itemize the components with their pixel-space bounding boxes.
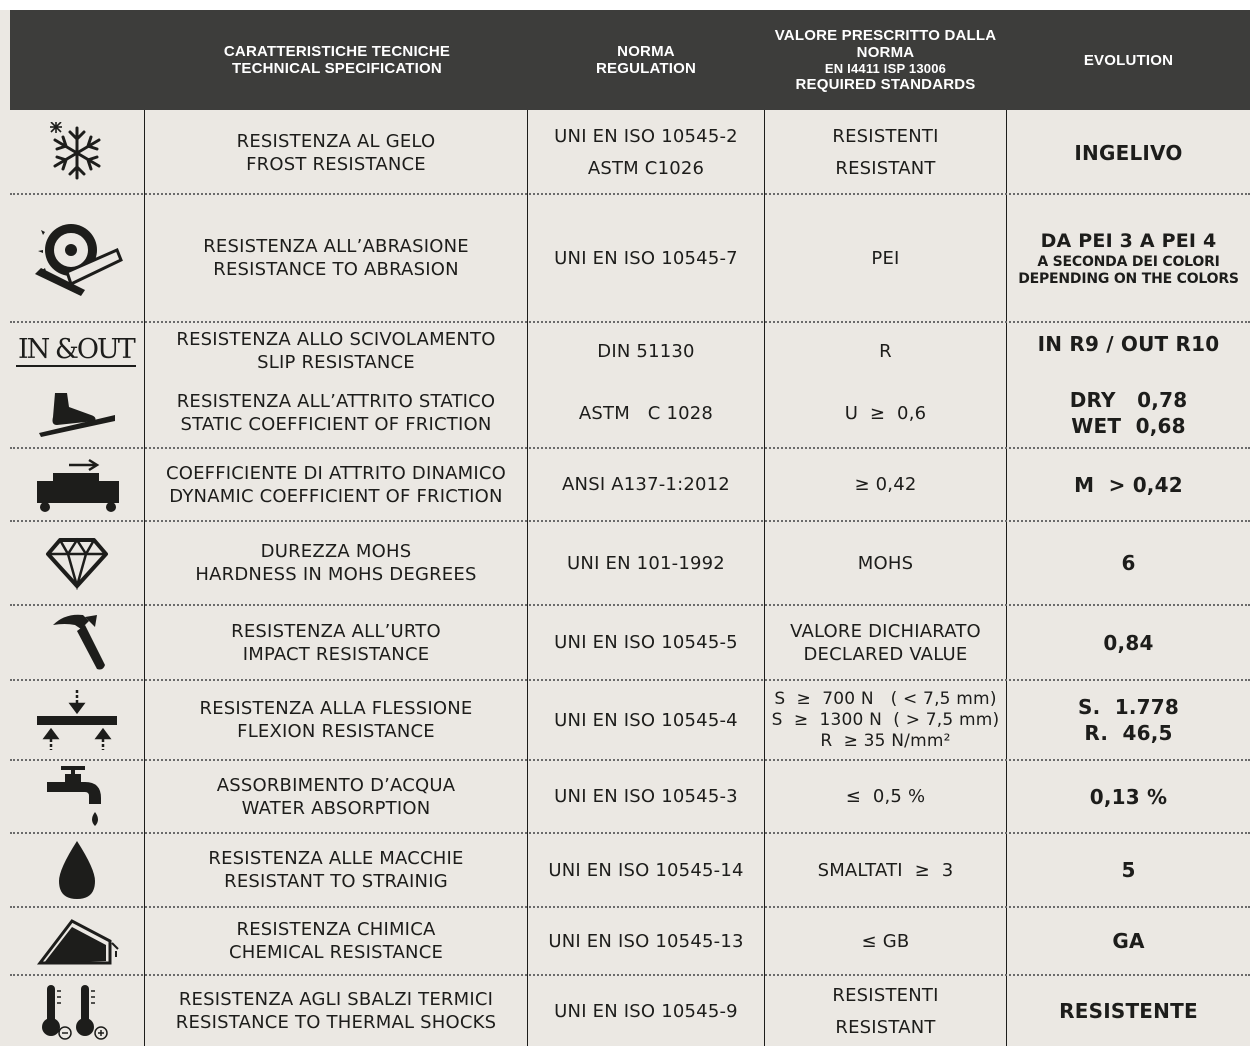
spec-cell [145,908,527,974]
evolution-value: 5 [1121,858,1136,882]
value-cell [765,522,1006,604]
norm-cell [528,834,764,906]
evolution-note: DEPENDING ON THE COLORS [1018,271,1239,287]
spec-en: DYNAMIC COEFFICIENT OF FRICTION [169,485,503,507]
value-line: RESISTENTI [832,984,939,1006]
value-line: SMALTATI ≥ 3 [817,859,954,881]
norm-cell [528,681,764,759]
evolution-cell [1007,379,1250,447]
spec-cell [145,195,527,321]
spec-cell [145,379,527,447]
table-row [0,976,1250,1046]
norm-line: UNI EN 101-1992 [567,552,725,574]
spec-en: STATIC COEFFICIENT OF FRICTION [180,414,492,435]
norm-cell [528,323,764,379]
row-icon-cell [10,976,144,1046]
evolution-cell [1007,976,1250,1046]
value-cell [765,195,1006,321]
evolution-cell [1007,606,1250,679]
snowflake-icon [42,122,112,184]
value-line: RESISTANT [835,158,936,179]
spec-cell [145,606,527,679]
norm-line: UNI EN ISO 10545-2 [554,126,738,147]
norm-line: UNI EN ISO 10545-5 [554,632,738,653]
spec-cell [145,761,527,832]
spec-it: RESISTENZA AL GELO [236,130,436,152]
value-line: ≤ 0,5 % [845,786,926,807]
evolution-value: DRY 0,78 [1069,388,1188,412]
norm-cell [528,195,764,321]
header-evolution-label: EVOLUTION [1083,51,1174,69]
top-margin [0,0,1250,10]
norm-cell [528,522,764,604]
norm-cell [528,112,764,193]
spec-it: RESISTENZA CHIMICA [236,919,436,940]
value-line: PEI [871,247,900,269]
drop-icon [55,839,99,901]
evolution-note: A SECONDA DEI COLORI [1037,254,1220,270]
table-row [0,449,1250,520]
norm-cell [528,449,764,520]
value-line: ≤ GB [861,930,910,952]
table-row [0,908,1250,974]
spec-cell [145,834,527,906]
value-line: R [879,340,892,362]
header-norm [528,10,764,110]
norm-line: UNI EN ISO 10545-13 [548,930,744,952]
value-line: RESISTENTI [832,126,939,147]
value-cell [765,112,1006,193]
value-cell [765,681,1006,759]
norm-line: ANSI A137-1:2012 [562,474,730,495]
table-row [0,112,1250,193]
value-line: DECLARED VALUE [803,643,968,665]
spec-cell [145,681,527,759]
evolution-cell [1007,834,1250,906]
norm-cell [528,606,764,679]
row-icon-cell [10,834,144,906]
evolution-cell [1007,908,1250,974]
value-line: S ≥ 1300 N ( > 7,5 mm) [771,709,1000,730]
norm-line: ASTM C 1028 [578,402,714,424]
diamond-icon [44,536,110,590]
value-cell [765,761,1006,832]
norm-cell [528,976,764,1046]
norm-line: UNI EN ISO 10545-4 [554,709,738,731]
evolution-cell [1007,449,1250,520]
flexion-arrows-icon [35,688,119,752]
table-row [0,761,1250,832]
value-line: VALORE DICHIARATO [790,620,981,642]
spec-it: ASSORBIMENTO D’ACQUA [216,774,456,796]
table-row [0,606,1250,679]
table-row [0,195,1250,321]
evolution-value: 0,13 % [1089,784,1168,809]
spec-cell [145,323,527,379]
table-row [0,379,1250,447]
norm-line: UNI EN ISO 10545-14 [548,859,744,881]
spec-en: HARDNESS IN MOHS DEGREES [195,564,477,585]
spec-cell [145,112,527,193]
row-icon-cell [10,323,150,379]
header-value [765,10,1006,110]
evolution-cell [1007,323,1250,379]
row-icon-cell [10,112,144,193]
row-icon-cell [10,379,144,447]
row-icon-cell [10,908,144,974]
header-spec [146,10,528,110]
evolution-value: M > 0,42 [1074,472,1183,497]
table-row [0,323,1250,379]
value-cell [765,379,1006,447]
header-spec-it: CARATTERISTICHE TECNICHE [223,43,451,60]
in-out-icon: IN &OUT [18,334,134,365]
row-icon-cell [10,522,144,604]
spec-en: FROST RESISTANCE [246,153,426,175]
value-cell [765,323,1006,379]
spec-cell [145,522,527,604]
spec-it: DUREZZA MOHS [260,541,412,562]
value-cell [765,834,1006,906]
evolution-cell [1007,681,1250,759]
chemical-flask-icon [34,915,120,967]
value-cell [765,976,1006,1046]
spec-cell [145,449,527,520]
evolution-cell [1007,195,1250,321]
norm-line: UNI EN ISO 10545-7 [554,247,738,269]
row-icon-cell [10,606,144,679]
spec-it: RESISTENZA ALL’URTO [231,620,441,642]
row-icon-cell [10,761,144,832]
value-line: U ≥ 0,6 [844,402,927,424]
spec-en: RESISTANCE TO ABRASION [213,259,459,280]
spec-en: WATER ABSORPTION [241,797,431,819]
row-icon-cell [10,449,144,520]
value-line: RESISTANT [835,1016,936,1038]
evolution-value: R. 46,5 [1084,721,1173,745]
shoe-on-ramp-icon [37,389,117,437]
header-evolution [1007,10,1250,110]
evolution-value: GA [1112,929,1145,953]
value-line: R ≥ 35 N/mm² [820,730,951,751]
evolution-value: IN R9 / OUT R10 [1037,332,1220,356]
header-value-line4: REQUIRED STANDARDS [795,76,976,93]
spec-it: RESISTENZA ALLA FLESSIONE [199,698,473,719]
spec-it: COEFFICIENTE DI ATTRITO DINAMICO [165,462,507,484]
spec-cell [145,976,527,1046]
value-line: S ≥ 700 N ( < 7,5 mm) [774,688,997,709]
evolution-value: S. 1.778 [1078,695,1179,719]
table-header [10,10,1250,110]
value-line: MOHS [857,552,914,574]
spec-en: CHEMICAL RESISTANCE [228,942,444,963]
spec-it: RESISTENZA ALLE MACCHIE [208,848,464,869]
norm-line: ASTM C1026 [587,158,705,179]
header-norm-it: NORMA [617,43,675,60]
norm-cell [528,761,764,832]
evolution-cell [1007,522,1250,604]
header-spec-en: TECHNICAL SPECIFICATION [232,60,442,77]
header-norm-en: REGULATION [595,60,697,77]
water-tap-icon [45,764,109,830]
value-line: ≥ 0,42 [854,474,917,495]
abrasion-wheel-icon [29,212,125,304]
spec-en: RESISTANT TO STRAINIG [224,871,448,892]
header-value-line3: EN I4411 ISP 13006 [824,61,947,76]
spec-en: RESISTANCE TO THERMAL SHOCKS [175,1012,497,1033]
evolution-value: WET 0,68 [1071,414,1186,438]
evolution-cell [1007,112,1250,193]
norm-cell [528,379,764,447]
evolution-value: 6 [1121,551,1136,575]
thermometers-icon [35,981,119,1041]
spec-en: IMPACT RESISTANCE [242,643,430,665]
value-cell [765,606,1006,679]
table-row [0,681,1250,759]
hammer-icon [45,611,109,675]
value-cell [765,908,1006,974]
spec-en: FLEXION RESISTANCE [237,721,435,742]
evolution-value: RESISTENTE [1059,999,1198,1023]
value-cell [765,449,1006,520]
header-value-line2: NORMA [856,44,915,61]
spec-it: RESISTENZA ALLO SCIVOLAMENTO [176,329,496,350]
header-value-line1: VALORE PRESCRITTO DALLA [774,27,997,44]
spec-en: SLIP RESISTANCE [257,352,415,373]
spec-it: RESISTENZA AGLI SBALZI TERMICI [178,989,494,1010]
sliding-block-icon [29,457,125,513]
norm-cell [528,908,764,974]
spec-it: RESISTENZA ALL’ATTRITO STATICO [176,391,496,412]
norm-line: DIN 51130 [597,340,695,362]
norm-line: UNI EN ISO 10545-9 [554,1000,738,1022]
row-icon-cell [10,195,144,321]
evolution-cell [1007,761,1250,832]
norm-line: UNI EN ISO 10545-3 [554,786,738,807]
table-row [0,522,1250,604]
table-row [0,834,1250,906]
evolution-value: DA PEI 3 A PEI 4 [1040,230,1217,252]
evolution-value: INGELIVO [1074,140,1183,165]
spec-it: RESISTENZA ALL’ABRASIONE [203,236,469,257]
evolution-value: 0,84 [1103,630,1154,655]
row-icon-cell [10,681,144,759]
